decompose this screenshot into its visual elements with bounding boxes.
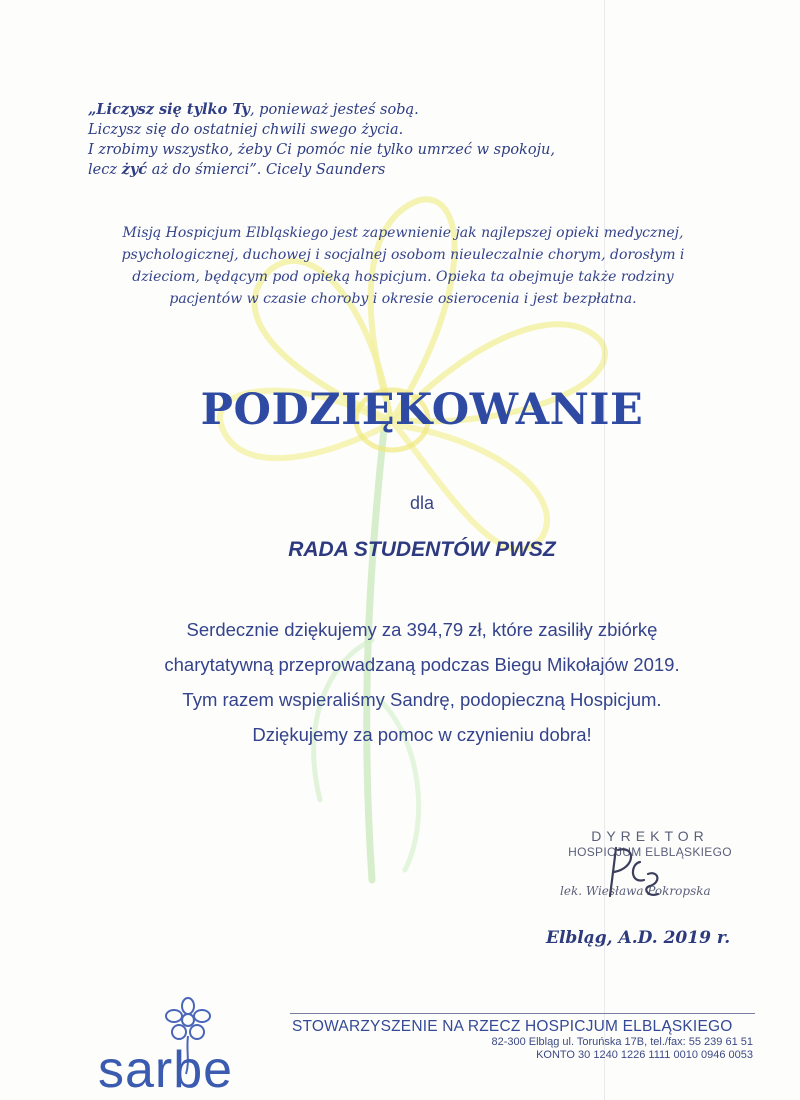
- quote-line-3: I zrobimy wszystko, żeby Ci pomóc nie tylko umrzeć w spokoju,: [88, 142, 556, 158]
- quote-line-2: Liczysz się do ostatniej chwili swego życia.: [88, 122, 404, 138]
- document-title: PODZIĘKOWANIE: [200, 385, 644, 435]
- quote-line-1: „Liczysz się tylko Ty, ponieważ jesteś sobą.: [88, 101, 419, 118]
- logo-wordmark: sarbe: [98, 1041, 234, 1099]
- recipient-name: RADA STUDENTÓW PWSZ: [288, 538, 556, 561]
- mission-statement: Misją Hospicjum Elbląskiego jest zapewnienie jak najlepszej opieki medycznej, psychologicznej, duchowej i socjalnej osobom nieuleczalnie chorym, dorosłym i dzieciom, będącym pod opieką hospicjum. Opieka ta obejmuje także rodziny pacjentów w czasie choroby i okresie osierocenia i jest bezpłatna.: [121, 225, 685, 307]
- stamp-title: DYREKTOR: [591, 828, 709, 844]
- place-and-date: Elbląg, A.D. 2019 r.: [546, 928, 731, 948]
- organization-address: 82-300 Elbląg ul. Toruńska 17B, tel./fax: 55 239 61 51: [491, 1036, 753, 1048]
- footer-divider: [290, 1013, 755, 1014]
- signature-icon: [596, 840, 676, 900]
- for-label: dla: [409, 493, 435, 513]
- quote-block: [88, 100, 648, 180]
- organization-name: STOWARZYSZENIE NA RZECZ HOSPICJUM ELBLĄSKIEGO: [292, 1018, 733, 1035]
- quote-line-4: lecz żyć aż do śmierci”. Cicely Saunders: [88, 161, 386, 178]
- stamp-subtitle: HOSPICJUM ELBLĄSKIEGO: [568, 845, 732, 859]
- stamp-director-name: lek. Wiesława Pokropska: [560, 884, 711, 898]
- bank-account: KONTO 30 1240 1226 1111 0010 0946 0053: [536, 1049, 753, 1061]
- thanks-message: Serdecznie dziękujemy za 394,79 zł, które zasiliły zbiórkę charytatywną przeprowadzaną podczas Biegu Mikołajów 2019. Tym razem wspieraliśmy Sandrę, podopieczną Hospicjum. Dziękujemy za pomoc w czynieniu dobra!: [164, 619, 680, 745]
